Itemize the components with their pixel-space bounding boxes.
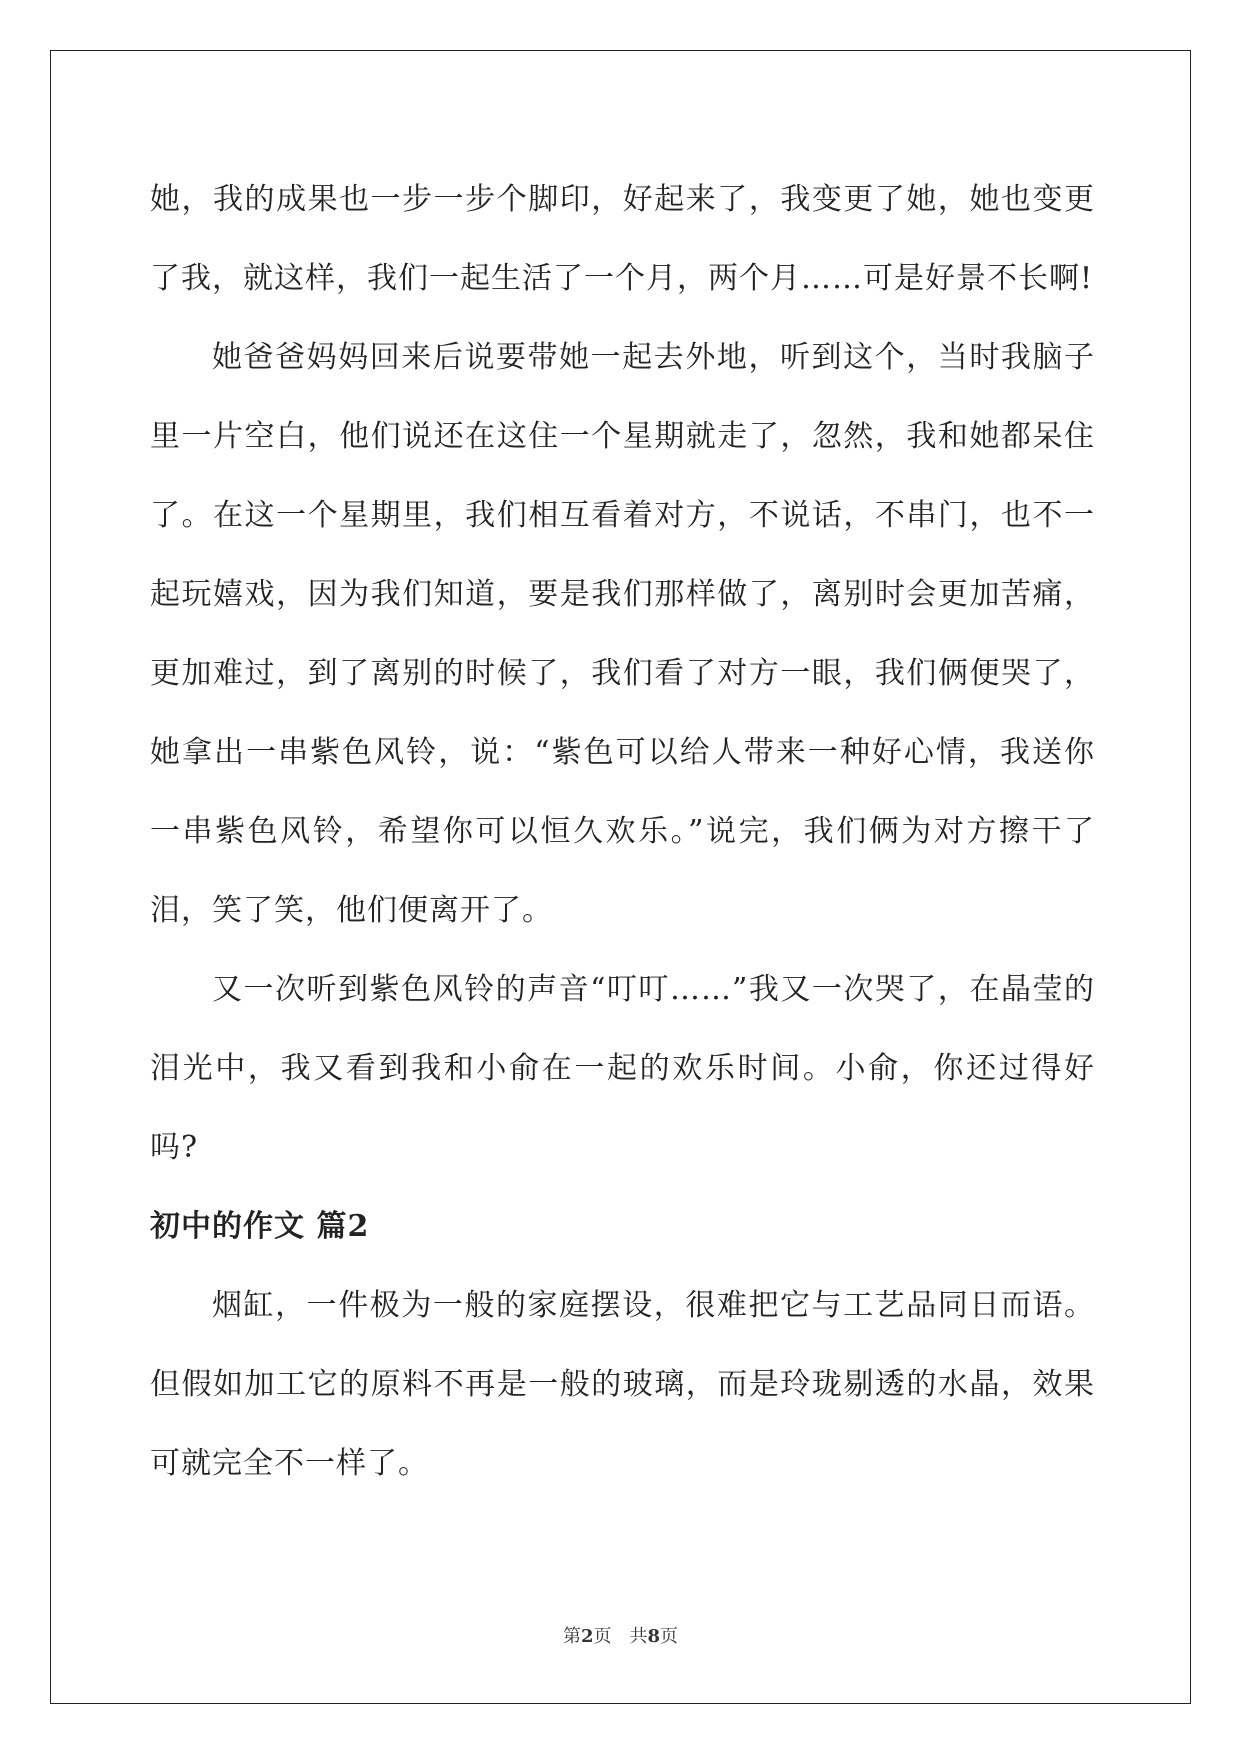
footer-prefix: 第 bbox=[562, 1626, 581, 1647]
paragraph-1: 她，我的成果也一步一步个脚印，好起来了，我变更了她，她也变更了我，就这样，我们一起生活了一个月，两个月……可是好景不长啊! bbox=[150, 182, 1095, 296]
paragraph-2: 她爸爸妈妈回来后说要带她一起去外地，听到这个，当时我脑子里一片空白，他们说还在这住一个星期就走了，忽然，我和她都呆住了。在这一个星期里，我们相互看着对方，不说话，不串门，也不一起玩嬉戏，因为我们知道，要是我们那样做了，离别时会更加苦痛，更加难过，到了离别的时候了，我们看了对方一眼，我们俩便哭了，她拿出一串紫色风铃，说：“紫色可以给人带来一种好心情，我送你一串紫色风铃，希望你可以恒久欢乐。”说完，我们俩为对方擦干了泪，笑了笑，他们便离开了。 bbox=[150, 340, 1095, 928]
paragraph-4: 烟缸，一件极为一般的家庭摆设，很难把它与工艺品同日而语。但假如加工它的原料不再是一般的玻璃，而是玲珑剔透的水晶，效果可就完全不一样了。 bbox=[150, 1288, 1095, 1481]
footer-current-page: 2 bbox=[580, 1626, 594, 1647]
footer-middle: 页 共 bbox=[593, 1626, 648, 1647]
paragraph-3: 又一次听到紫色风铃的声音“叮叮……”我又一次哭了，在晶莹的泪光中，我又看到我和小俞在一起的欢乐时间。小俞，你还过得好吗? bbox=[150, 972, 1095, 1165]
footer-suffix: 页 bbox=[660, 1626, 679, 1647]
section-heading: 初中的作文 篇2 bbox=[150, 1209, 370, 1244]
page-footer bbox=[0, 1622, 1241, 1648]
document-body bbox=[150, 160, 1095, 1503]
footer-total-pages: 8 bbox=[647, 1626, 661, 1647]
